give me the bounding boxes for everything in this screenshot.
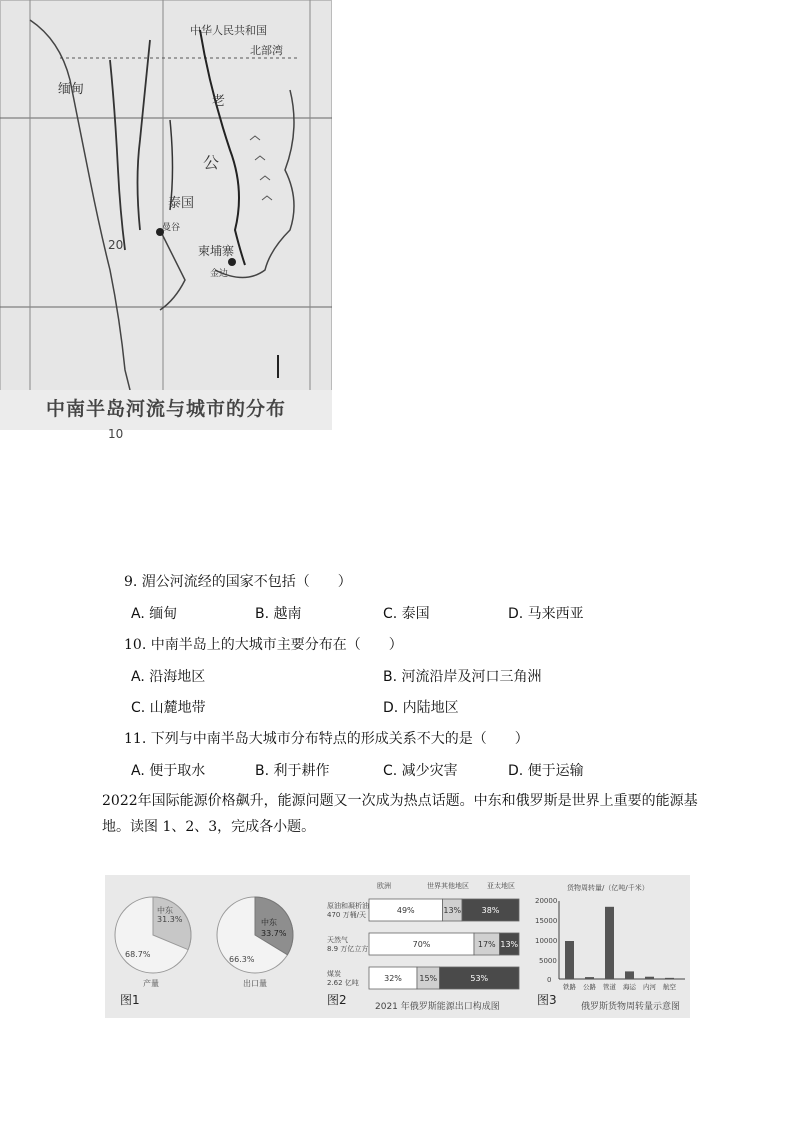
pie2-caption: 出口量 xyxy=(243,979,267,988)
fig3-bar xyxy=(665,978,674,979)
fig3-category-label: 公路 xyxy=(583,983,596,991)
question-10-option-d[interactable]: D. 内陆地区 xyxy=(383,700,459,716)
fig3-caption: 俄罗斯货物周转量示意图 xyxy=(581,1002,681,1012)
pie1-outer-pct: 68.7% xyxy=(125,950,151,959)
question-10-stem: 10. 中南半岛上的大城市主要分布在（ ） xyxy=(124,637,403,653)
map-label-bangkok: 曼谷 xyxy=(162,223,181,233)
gulf-coastline xyxy=(160,230,185,310)
fig3-tick-20000: 20000 xyxy=(535,897,558,905)
fig2-bar-label: 53% xyxy=(470,974,489,983)
intro-line-1: 2022年国际能源价格飙升，能源问题又一次成为热点话题。中东和俄罗斯是世界上重要的能源基 xyxy=(102,793,698,809)
pie2-inner-pct: 33.7% xyxy=(261,929,287,938)
irrawaddy-river xyxy=(110,60,125,250)
fig2-stacked-bars xyxy=(367,897,523,997)
fig2-bar-label: 38% xyxy=(481,906,500,915)
pie1-inner-pct: 31.3% xyxy=(157,915,183,924)
fig3-bar-chart xyxy=(557,901,687,993)
question-11-option-b[interactable]: B. 利于耕作 xyxy=(255,763,330,779)
fig3-bar xyxy=(585,977,594,979)
fig3-category-label: 海运 xyxy=(623,983,636,991)
question-11-option-c[interactable]: C. 减少灾害 xyxy=(383,763,458,779)
map-drawing xyxy=(0,0,332,430)
pie2-inner-label: 中东 xyxy=(261,918,277,927)
fig2-row1-amount: 470 万桶/天 xyxy=(327,911,366,919)
map-label-mekong: 公 xyxy=(203,153,220,172)
fig2-row2-amount: 8.9 万亿立方 xyxy=(327,945,369,953)
fig3-category-label: 航空 xyxy=(663,983,676,991)
map-figure xyxy=(0,0,332,430)
pie1-inner-label: 中东 xyxy=(157,906,173,915)
salween-river xyxy=(138,40,151,230)
fig2-header-asia: 亚太地区 xyxy=(487,882,515,890)
fig3-tick-10000: 10000 xyxy=(535,937,558,945)
map-label-china: 中华人民共和国 xyxy=(190,24,267,37)
fig2-row3-name: 煤炭 xyxy=(327,970,341,978)
question-11-option-d[interactable]: D. 便于运输 xyxy=(508,763,584,779)
fig3-bar xyxy=(605,907,614,979)
fig3-y-title: 货物周转量/（亿吨/千米） xyxy=(567,884,649,892)
map-label-cambodia: 柬埔寨 xyxy=(198,244,235,258)
fig3-tick-15000: 15000 xyxy=(535,917,558,925)
fig3-label: 图3 xyxy=(537,993,557,1007)
fig2-bar-label: 15% xyxy=(419,974,438,983)
fig2-row3-amount: 2.62 亿吨 xyxy=(327,979,359,987)
fig2-label: 图2 xyxy=(327,993,347,1007)
map-label-laos: 老 xyxy=(212,94,226,109)
question-9-option-b[interactable]: B. 越南 xyxy=(255,606,302,622)
question-9-option-c[interactable]: C. 泰国 xyxy=(383,606,430,622)
fig3-bar xyxy=(645,977,654,979)
fig2-row2-name: 天然气 xyxy=(327,936,348,944)
mekong-river xyxy=(200,30,245,265)
fig3-tick-5000: 5000 xyxy=(539,957,557,965)
fig2-bar-label: 13% xyxy=(443,906,462,915)
fig2-bar-label: 70% xyxy=(412,940,431,949)
fig2-header-europe: 欧洲 xyxy=(377,882,391,890)
question-9-stem: 9. 湄公河流经的国家不包括（ ） xyxy=(124,574,352,590)
fig3-bar xyxy=(565,941,574,979)
latitude-label-20: 20 xyxy=(108,238,124,252)
energy-figures xyxy=(105,875,690,1018)
question-9-option-a[interactable]: A. 缅甸 xyxy=(131,606,178,622)
pie2-outer-pct: 66.3% xyxy=(229,955,255,964)
fig2-row1-name: 原油和凝析油 xyxy=(327,902,369,910)
mountain-symbols xyxy=(250,136,272,200)
intro-paragraph xyxy=(102,788,702,840)
question-11-stem: 11. 下列与中南半岛大城市分布特点的形成关系不大的是（ ） xyxy=(124,731,529,747)
fig3-category-label: 内河 xyxy=(643,983,656,991)
fig2-bar-label: 32% xyxy=(384,974,402,983)
fig3-bar xyxy=(625,971,634,979)
question-10-option-b[interactable]: B. 河流沿岸及河口三角洲 xyxy=(383,669,542,685)
question-10-option-a[interactable]: A. 沿海地区 xyxy=(131,669,206,685)
map-label-region: 北部湾 xyxy=(250,44,283,57)
fig3-category-label: 管道 xyxy=(603,983,616,991)
map-label-thailand: 泰国 xyxy=(168,196,195,211)
map-caption: 中南半岛河流与城市的分布 xyxy=(46,398,287,420)
fig2-header-other: 世界其他地区 xyxy=(427,882,469,890)
fig3-category-label: 铁路 xyxy=(563,983,576,991)
fig3-tick-0: 0 xyxy=(547,976,552,984)
map-label-phnompenh: 金边 xyxy=(210,269,229,279)
phnompenh-city-dot xyxy=(228,258,236,266)
fig2-bar-label: 49% xyxy=(396,906,415,915)
fig2-caption: 2021 年俄罗斯能源出口构成图 xyxy=(375,1002,500,1012)
intro-line-2: 地。读图 1、2、3，完成各小题。 xyxy=(102,819,316,835)
map-label-myanmar: 缅甸 xyxy=(58,82,85,97)
question-10-option-c[interactable]: C. 山麓地带 xyxy=(131,700,206,716)
fig2-bar-label: 17% xyxy=(477,940,496,949)
question-9-option-d[interactable]: D. 马来西亚 xyxy=(508,606,584,622)
pie1-caption: 产量 xyxy=(143,979,159,988)
question-11-option-a[interactable]: A. 便于取水 xyxy=(131,763,206,779)
western-coastline xyxy=(30,20,130,390)
latitude-label-10: 10 xyxy=(108,427,124,441)
fig1-label: 图1 xyxy=(120,993,140,1007)
fig2-bar-label: 13% xyxy=(500,940,519,949)
